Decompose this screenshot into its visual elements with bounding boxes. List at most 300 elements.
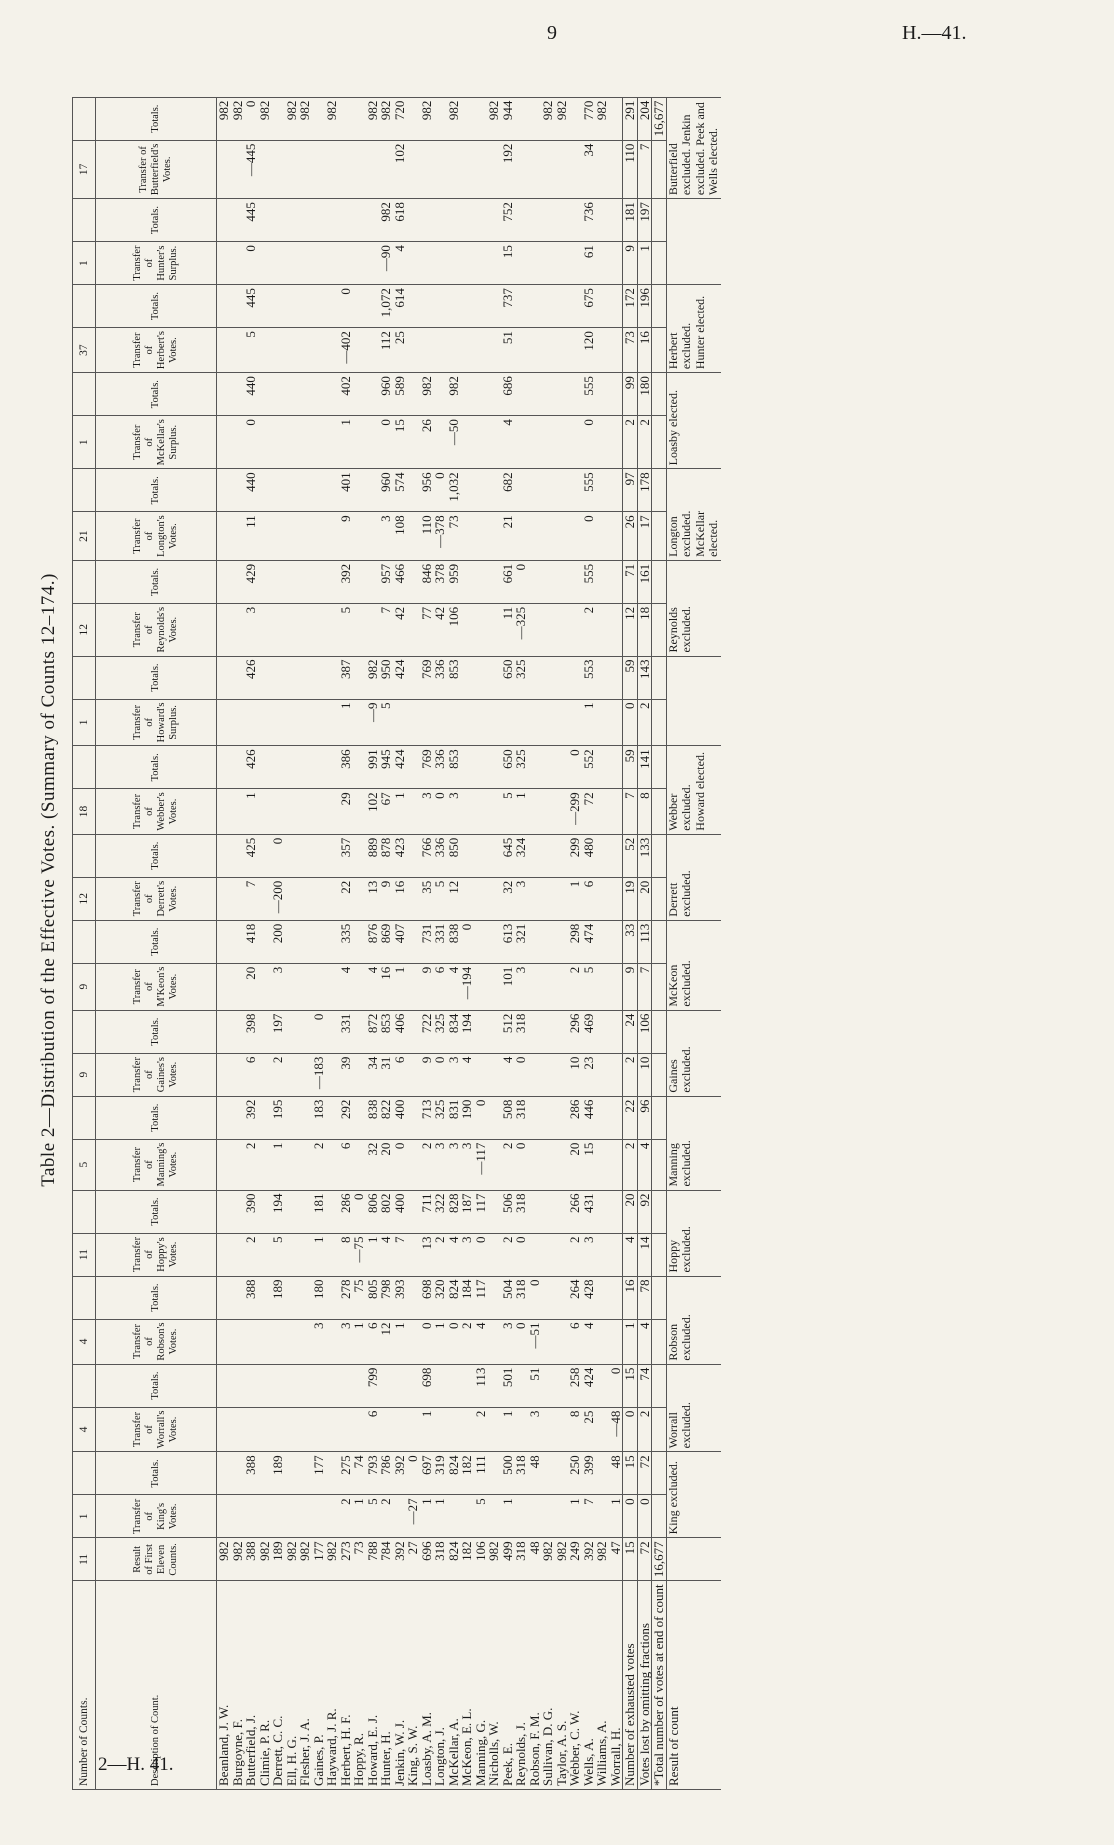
column-header: Totals.: [96, 1010, 217, 1053]
vote-cell: 197: [637, 199, 652, 242]
vote-cell: 824: [447, 1538, 461, 1581]
vote-cell: [312, 469, 326, 512]
vote-cell: 390: [244, 1190, 258, 1233]
vote-cell: [514, 242, 528, 285]
column-labels-row: [96, 97, 217, 1789]
vote-cell: 982: [298, 1538, 312, 1581]
vote-cell: 20: [637, 877, 652, 920]
row-description: Nicholls, W.: [487, 1581, 501, 1790]
vote-cell: 197: [271, 1010, 285, 1053]
vote-cell: 106: [637, 1010, 652, 1053]
column-count-number: 12: [73, 603, 96, 656]
vote-cell: [487, 285, 501, 328]
vote-cell: [285, 328, 299, 373]
vote-cell: 720: [393, 97, 407, 140]
vote-cell: [312, 1364, 326, 1407]
vote-cell: [460, 373, 474, 416]
result-cell: Herbert excluded. Hunter elected.: [666, 285, 721, 373]
vote-cell: [298, 1139, 312, 1190]
column-count-number: 1: [73, 699, 96, 746]
vote-cell: 982: [447, 373, 461, 416]
vote-cell: [231, 1053, 245, 1096]
candidate-row: [460, 97, 474, 1789]
vote-cell: 73: [447, 512, 461, 561]
vote-cell: [406, 1233, 420, 1276]
vote-cell: 398: [244, 1010, 258, 1053]
vote-cell: [595, 1010, 609, 1053]
vote-cell: 982: [541, 1538, 555, 1581]
vote-cell: [652, 1053, 667, 1096]
vote-cell: [406, 877, 420, 920]
vote-cell: 982: [217, 97, 231, 140]
vote-cell: 52: [623, 834, 638, 877]
vote-cell: 9: [420, 1053, 434, 1096]
vote-cell: [474, 416, 488, 469]
column-header: Totals.: [96, 746, 217, 789]
vote-cell: [298, 1010, 312, 1053]
vote-cell: [258, 1407, 272, 1452]
column-header: Totals.: [96, 1452, 217, 1495]
vote-cell: 555: [582, 560, 596, 603]
vote-cell: [285, 1452, 299, 1495]
column-count-number: 12: [73, 877, 96, 920]
vote-cell: [447, 1364, 461, 1407]
vote-cell: [555, 1452, 569, 1495]
vote-cell: [231, 285, 245, 328]
vote-cell: 6: [366, 1407, 380, 1452]
vote-cell: [258, 746, 272, 789]
vote-cell: 172: [623, 285, 638, 328]
vote-cell: 878: [379, 834, 393, 877]
vote-cell: 0: [244, 242, 258, 285]
vote-cell: [406, 140, 420, 198]
vote-cell: 2: [433, 1233, 447, 1276]
vote-cell: 27: [406, 1538, 420, 1581]
vote-cell: 106: [447, 603, 461, 656]
vote-cell: [298, 789, 312, 834]
vote-cell: [217, 199, 231, 242]
vote-cell: 1: [568, 1495, 582, 1538]
column-header: Totals.: [96, 199, 217, 242]
vote-cell: [609, 285, 623, 328]
column-count-number: 18: [73, 789, 96, 834]
vote-cell: [258, 1319, 272, 1364]
row-description: Taylor, A. S.: [555, 1581, 569, 1790]
vote-cell: [406, 603, 420, 656]
vote-cell: [652, 1452, 667, 1495]
vote-cell: [420, 140, 434, 198]
vote-cell: [541, 1010, 555, 1053]
result-cell: King excluded.: [666, 1452, 721, 1538]
vote-cell: 512: [501, 1010, 515, 1053]
vote-cell: 388: [244, 1452, 258, 1495]
vote-cell: [447, 285, 461, 328]
vote-cell: [352, 1010, 366, 1053]
vote-cell: [298, 1233, 312, 1276]
vote-cell: 11: [501, 603, 515, 656]
vote-cell: 786: [379, 1452, 393, 1495]
vote-cell: 722: [420, 1010, 434, 1053]
vote-cell: [298, 746, 312, 789]
column-header: Transfer of Hoppy's Votes.: [96, 1233, 217, 1276]
vote-cell: 500: [501, 1452, 515, 1495]
column-count-number: 5: [73, 1139, 96, 1190]
column-count-number: 9: [73, 963, 96, 1010]
vote-cell: [285, 963, 299, 1010]
column-header: Transfer of Reynolds's Votes.: [96, 603, 217, 656]
vote-cell: 29: [339, 789, 353, 834]
vote-cell: [231, 920, 245, 963]
vote-cell: [258, 789, 272, 834]
vote-cell: 5: [271, 1233, 285, 1276]
vote-cell: [325, 1190, 339, 1233]
vote-cell: [474, 963, 488, 1010]
vote-cell: [652, 603, 667, 656]
vote-cell: [366, 512, 380, 561]
vote-cell: [652, 328, 667, 373]
vote-cell: 1,072: [379, 285, 393, 328]
vote-cell: [325, 920, 339, 963]
vote-cell: 291: [623, 97, 638, 140]
vote-cell: [447, 242, 461, 285]
vote-cell: [217, 416, 231, 469]
vote-cell: [652, 920, 667, 963]
vote-cell: [541, 1276, 555, 1319]
vote-cell: [528, 242, 542, 285]
vote-cell: [258, 469, 272, 512]
vote-cell: 77: [420, 603, 434, 656]
vote-cell: 6: [339, 1139, 353, 1190]
vote-cell: [528, 1053, 542, 1096]
vote-cell: [217, 1010, 231, 1053]
vote-cell: 0: [609, 1364, 623, 1407]
vote-cell: 824: [447, 1452, 461, 1495]
vote-cell: 331: [433, 920, 447, 963]
row-description: Webber, C. W.: [568, 1581, 582, 1790]
vote-cell: [541, 1319, 555, 1364]
vote-cell: [652, 1276, 667, 1319]
vote-cell: 26: [420, 416, 434, 469]
vote-cell: 319: [433, 1452, 447, 1495]
vote-cell: [352, 1139, 366, 1190]
column-header: Transfer of McKellar's Surplus.: [96, 416, 217, 469]
vote-cell: [285, 416, 299, 469]
vote-cell: [312, 512, 326, 561]
vote-cell: [609, 140, 623, 198]
vote-cell: [217, 512, 231, 561]
vote-cell: [595, 373, 609, 416]
vote-cell: [474, 920, 488, 963]
vote-cell: [460, 328, 474, 373]
vote-cell: 1: [501, 1407, 515, 1452]
column-count-number: [73, 1452, 96, 1495]
row-description: Jenkin, W. J.: [393, 1581, 407, 1790]
vote-cell: 75: [352, 1276, 366, 1319]
vote-cell: 14: [637, 1233, 652, 1276]
vote-cell: [487, 1190, 501, 1233]
vote-cell: 3: [501, 1319, 515, 1364]
vote-cell: [258, 1139, 272, 1190]
vote-cell: [406, 1139, 420, 1190]
vote-cell: [285, 1276, 299, 1319]
vote-cell: [312, 789, 326, 834]
vote-cell: 378: [433, 560, 447, 603]
vote-cell: [312, 285, 326, 328]
vote-cell: 5: [501, 789, 515, 834]
vote-cell: 2: [501, 1139, 515, 1190]
vote-cell: 426: [244, 656, 258, 699]
vote-cell: [555, 1495, 569, 1538]
vote-cell: 3: [582, 1233, 596, 1276]
vote-cell: [325, 199, 339, 242]
vote-cell: 429: [244, 560, 258, 603]
vote-cell: [555, 963, 569, 1010]
vote-cell: [595, 603, 609, 656]
vote-cell: [595, 512, 609, 561]
result-cell: Butterfield excluded. Jenkin excluded. Peek and Wells elected.: [666, 97, 721, 198]
vote-cell: 386: [339, 746, 353, 789]
vote-cell: [474, 746, 488, 789]
vote-cell: [325, 789, 339, 834]
vote-cell: [325, 140, 339, 198]
column-header: Transfer of Longton's Votes.: [96, 512, 217, 561]
vote-cell: [555, 373, 569, 416]
vote-cell: [528, 1010, 542, 1053]
distribution-table: [72, 97, 721, 1790]
vote-cell: [541, 199, 555, 242]
vote-cell: 99: [623, 373, 638, 416]
vote-cell: 0: [568, 746, 582, 789]
candidate-row: [501, 97, 515, 1789]
vote-cell: [528, 469, 542, 512]
vote-cell: [312, 560, 326, 603]
vote-cell: 12: [623, 603, 638, 656]
column-count-number: [73, 746, 96, 789]
candidate-row: [541, 97, 555, 1789]
vote-cell: 991: [366, 746, 380, 789]
vote-cell: 0: [406, 1452, 420, 1495]
vote-cell: [487, 1010, 501, 1053]
vote-cell: 4: [447, 963, 461, 1010]
column-count-number: [73, 920, 96, 963]
vote-cell: 982: [217, 1538, 231, 1581]
vote-cell: [285, 1053, 299, 1096]
vote-cell: [231, 416, 245, 469]
vote-cell: [487, 1319, 501, 1364]
vote-cell: [366, 603, 380, 656]
candidate-row: [393, 97, 407, 1789]
vote-cell: [217, 920, 231, 963]
vote-cell: [555, 140, 569, 198]
vote-cell: [541, 746, 555, 789]
vote-cell: 322: [433, 1190, 447, 1233]
candidate-row: [568, 97, 582, 1789]
vote-cell: [231, 1233, 245, 1276]
vote-cell: 324: [514, 834, 528, 877]
vote-cell: [514, 328, 528, 373]
vote-cell: 661: [501, 560, 515, 603]
vote-cell: [555, 1276, 569, 1319]
vote-cell: [433, 328, 447, 373]
vote-cell: [474, 789, 488, 834]
vote-cell: 589: [393, 373, 407, 416]
vote-cell: 187: [460, 1190, 474, 1233]
vote-cell: 613: [501, 920, 515, 963]
vote-cell: [528, 512, 542, 561]
vote-cell: [652, 1319, 667, 1364]
vote-cell: 357: [339, 834, 353, 877]
vote-cell: [433, 699, 447, 746]
vote-cell: [555, 1010, 569, 1053]
vote-cell: 1: [433, 1495, 447, 1538]
vote-cell: 1: [609, 1495, 623, 1538]
vote-cell: 793: [366, 1452, 380, 1495]
vote-cell: [217, 1452, 231, 1495]
vote-cell: 1: [393, 1319, 407, 1364]
vote-cell: [285, 603, 299, 656]
vote-cell: [609, 920, 623, 963]
vote-cell: [285, 373, 299, 416]
vote-cell: 0: [460, 920, 474, 963]
candidate-row: [244, 97, 258, 1789]
vote-cell: [231, 1096, 245, 1139]
vote-cell: [541, 416, 555, 469]
result-label: Result of count: [666, 1581, 721, 1790]
vote-cell: —51: [528, 1319, 542, 1364]
vote-cell: —299: [568, 789, 582, 834]
vote-cell: [460, 1407, 474, 1452]
row-description: Climie, P. R.: [258, 1581, 272, 1790]
vote-cell: [298, 512, 312, 561]
vote-cell: [325, 469, 339, 512]
vote-cell: 0: [244, 416, 258, 469]
row-description: Hayward, J. R.: [325, 1581, 339, 1790]
vote-cell: 982: [420, 373, 434, 416]
vote-cell: [474, 603, 488, 656]
vote-cell: [231, 789, 245, 834]
vote-cell: [379, 140, 393, 198]
vote-cell: 320: [433, 1276, 447, 1319]
vote-cell: [352, 199, 366, 242]
vote-cell: 325: [433, 1010, 447, 1053]
vote-cell: [285, 746, 299, 789]
candidate-row: [447, 97, 461, 1789]
vote-cell: [514, 1407, 528, 1452]
vote-cell: 0: [514, 1053, 528, 1096]
row-description: King, S. W.: [406, 1581, 420, 1790]
vote-cell: [339, 242, 353, 285]
vote-cell: 828: [447, 1190, 461, 1233]
vote-cell: [460, 285, 474, 328]
vote-cell: 292: [339, 1096, 353, 1139]
vote-cell: [541, 285, 555, 328]
vote-cell: 2: [244, 1233, 258, 1276]
row-description: Manning, G.: [474, 1581, 488, 1790]
vote-cell: [312, 199, 326, 242]
column-header: Totals.: [96, 285, 217, 328]
vote-cell: [393, 699, 407, 746]
document-reference: H.—41.: [902, 22, 967, 44]
vote-cell: [528, 373, 542, 416]
column-count-number: [73, 656, 96, 699]
vote-cell: [406, 746, 420, 789]
vote-cell: [285, 920, 299, 963]
vote-cell: 1: [244, 789, 258, 834]
vote-cell: [474, 1010, 488, 1053]
vote-cell: [555, 469, 569, 512]
vote-cell: [652, 1010, 667, 1053]
vote-cell: 0: [379, 416, 393, 469]
vote-cell: [528, 1190, 542, 1233]
vote-cell: [652, 789, 667, 834]
vote-cell: [541, 1053, 555, 1096]
vote-cell: 180: [637, 373, 652, 416]
vote-cell: [609, 789, 623, 834]
vote-cell: [595, 834, 609, 877]
vote-cell: [595, 1233, 609, 1276]
vote-cell: [609, 242, 623, 285]
vote-cell: [555, 656, 569, 699]
column-count-number: [73, 373, 96, 416]
vote-cell: 42: [433, 603, 447, 656]
vote-cell: [609, 469, 623, 512]
vote-cell: 13: [366, 877, 380, 920]
vote-cell: 117: [474, 1190, 488, 1233]
vote-cell: [474, 97, 488, 140]
vote-cell: [325, 1319, 339, 1364]
vote-cell: 944: [501, 97, 515, 140]
vote-cell: 32: [366, 1139, 380, 1190]
vote-cell: [366, 560, 380, 603]
vote-cell: 4: [366, 963, 380, 1010]
vote-cell: 16,677: [652, 1538, 667, 1581]
vote-cell: [460, 469, 474, 512]
vote-cell: 6: [366, 1319, 380, 1364]
vote-cell: [652, 656, 667, 699]
vote-cell: 3: [271, 963, 285, 1010]
column-header: Transfer of Derrett's Votes.: [96, 877, 217, 920]
count-numbers-row: [73, 97, 96, 1789]
vote-cell: [541, 699, 555, 746]
vote-cell: [541, 1233, 555, 1276]
vote-cell: 8: [339, 1233, 353, 1276]
vote-cell: 1: [433, 1319, 447, 1364]
vote-cell: [271, 97, 285, 140]
vote-cell: 696: [420, 1538, 434, 1581]
vote-cell: [339, 1364, 353, 1407]
vote-cell: 555: [582, 469, 596, 512]
vote-cell: [298, 1190, 312, 1233]
vote-cell: 273: [339, 1538, 353, 1581]
vote-cell: [555, 512, 569, 561]
vote-cell: 4: [501, 416, 515, 469]
column-count-number: 1: [73, 242, 96, 285]
vote-cell: 399: [582, 1452, 596, 1495]
vote-cell: 869: [379, 920, 393, 963]
vote-cell: [217, 328, 231, 373]
vote-cell: [609, 1010, 623, 1053]
vote-cell: [298, 1495, 312, 1538]
result-row: [666, 97, 721, 1789]
vote-cell: [271, 789, 285, 834]
column-count-number: 1: [73, 1495, 96, 1538]
vote-cell: [541, 373, 555, 416]
column-count-number: 4: [73, 1407, 96, 1452]
vote-cell: 3: [433, 1139, 447, 1190]
vote-cell: 711: [420, 1190, 434, 1233]
vote-cell: [609, 416, 623, 469]
vote-cell: 189: [271, 1276, 285, 1319]
